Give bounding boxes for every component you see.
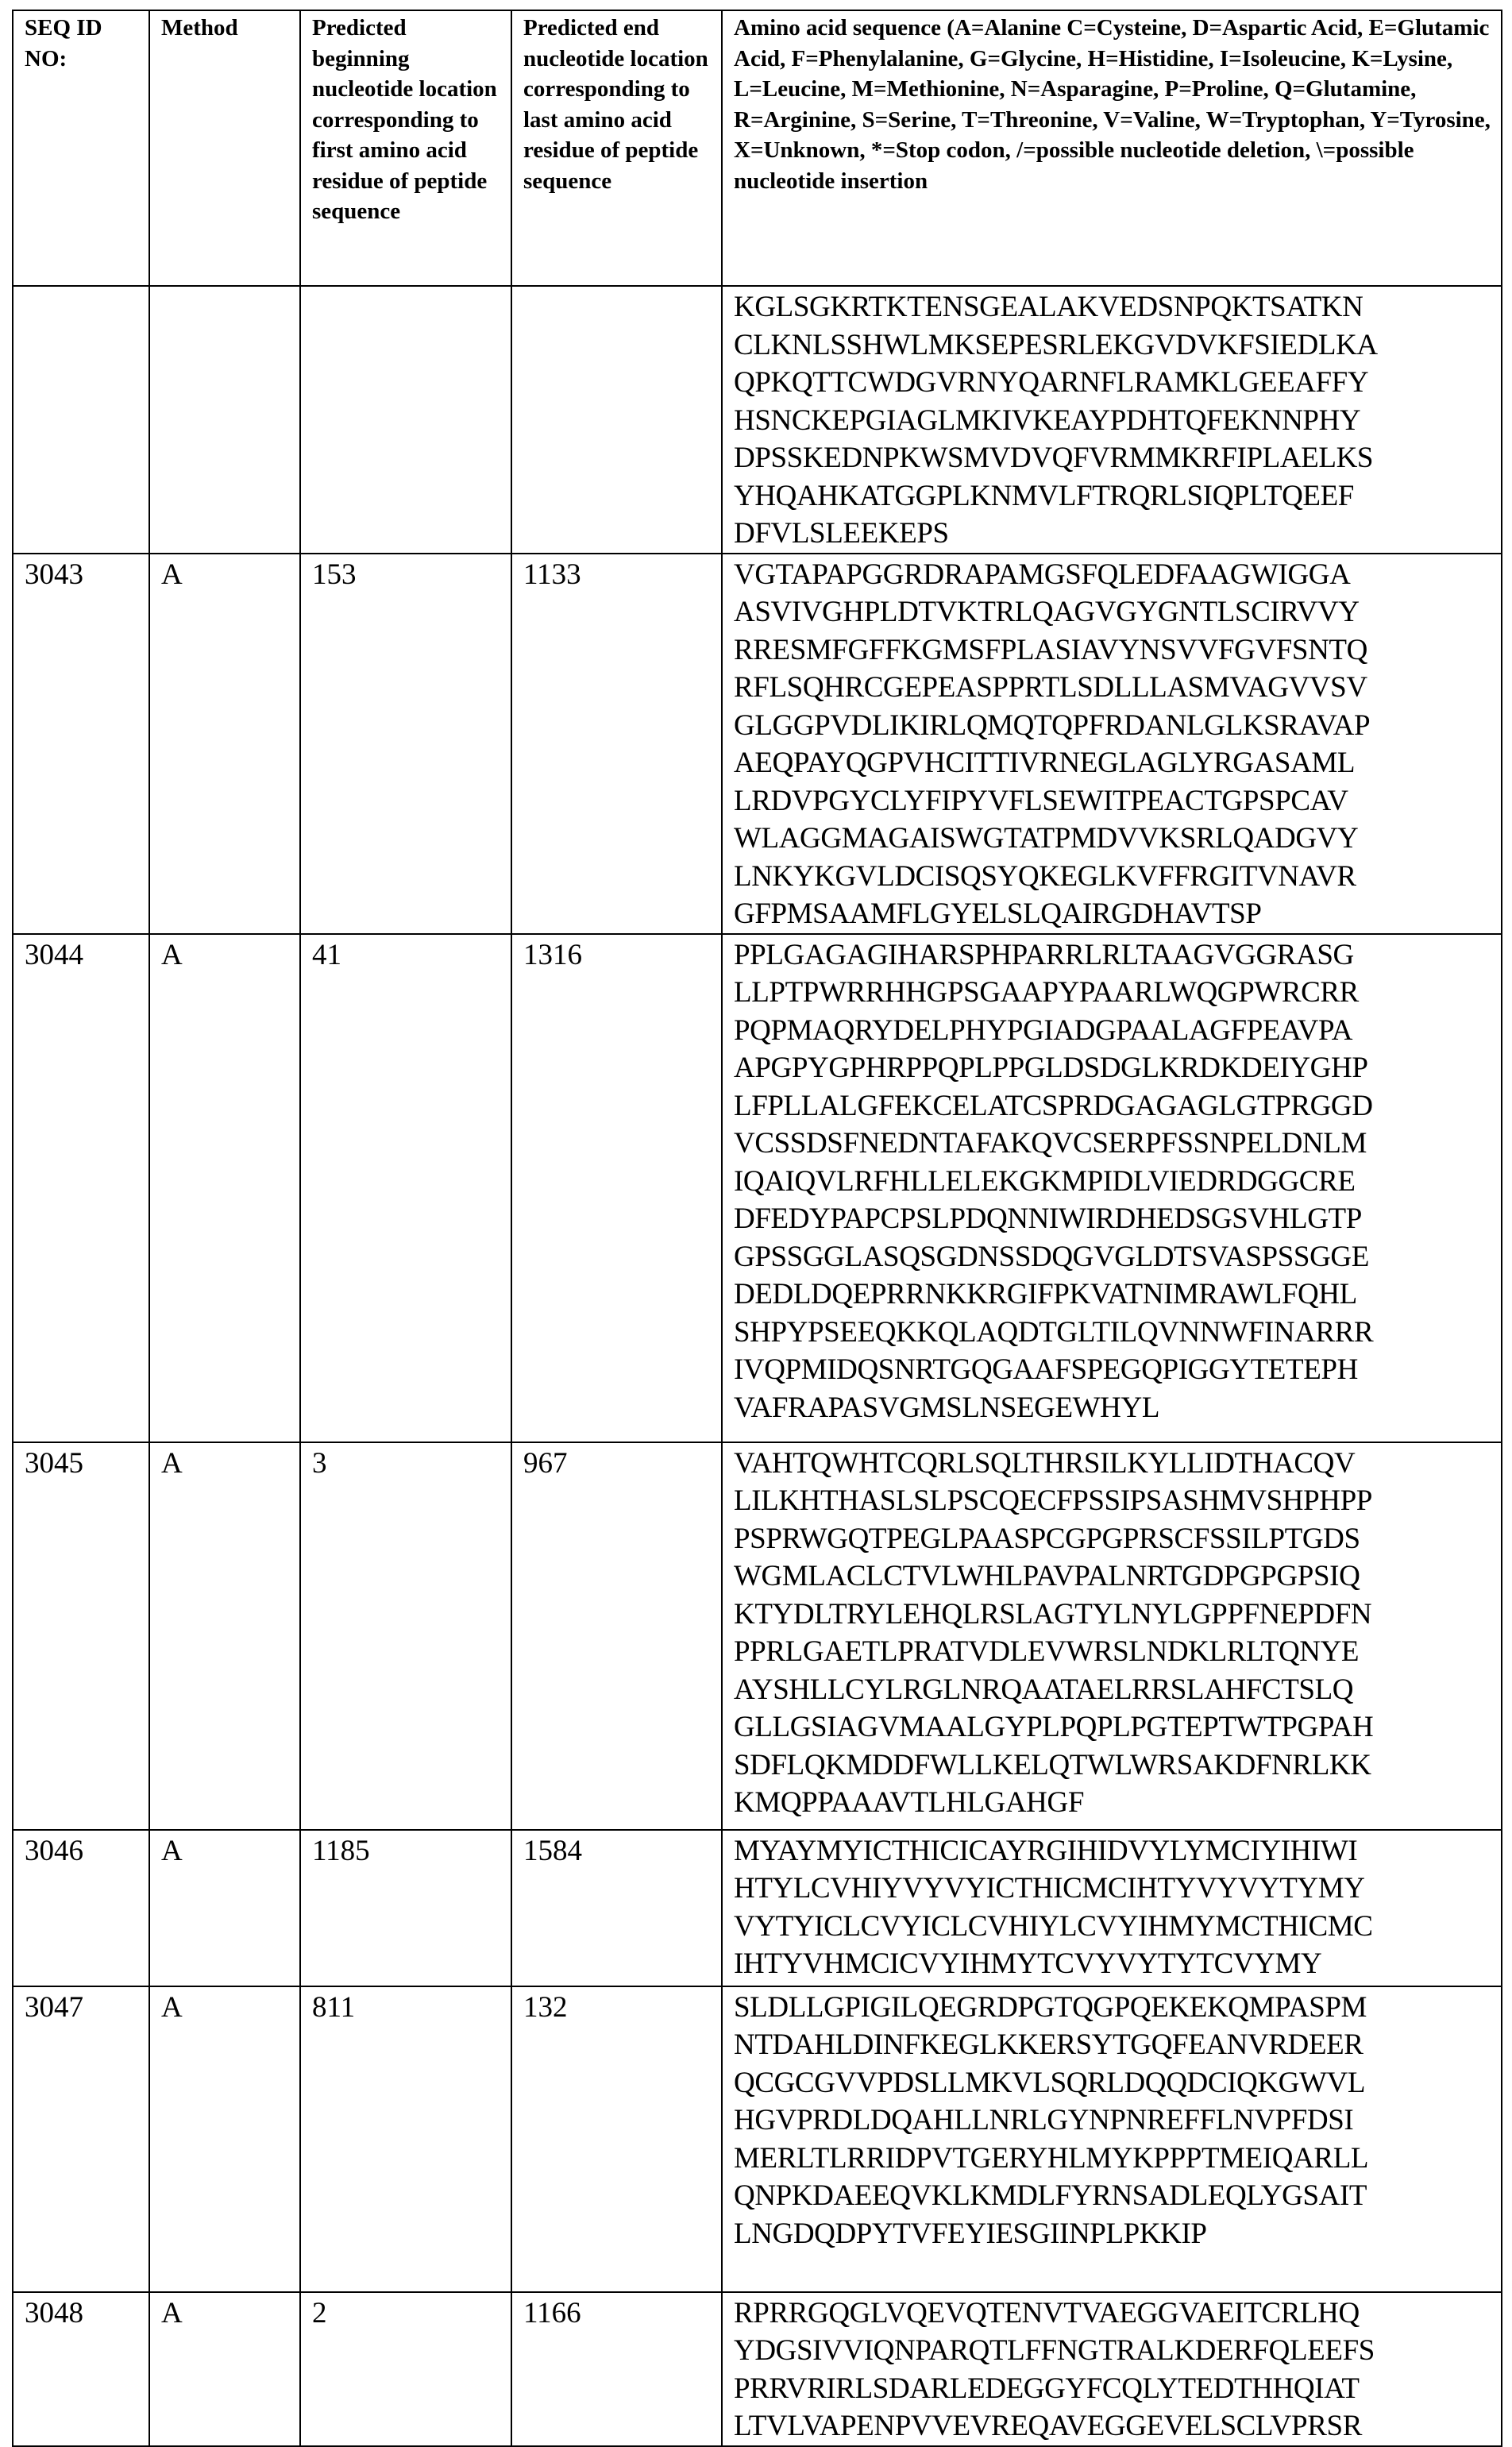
cell-method: A [149, 934, 300, 1442]
sequence-line: VAFRAPASVGMSLNSEGEWHYL [734, 1389, 1493, 1427]
cell-end: 1133 [511, 554, 722, 934]
sequence-line: WLAGGMAGAISWGTATPMDVVKSRLQADGVY [734, 820, 1493, 858]
cell-seq-id [13, 286, 149, 554]
sequence-line: SLDLLGPIGILQEGRDPGTQGPQEKEKQMPASPM [734, 1989, 1493, 2027]
cell-end: 1166 [511, 2292, 722, 2446]
sequence-line: AEQPAYQGPVHCITTIVRNEGLAGLYRGASAML [734, 744, 1493, 782]
cell-seq-id: 3047 [13, 1986, 149, 2292]
sequence-line: GLGGPVDLIKIRLQMQTQPFRDANLGLKSRAVAP [734, 707, 1493, 745]
sequence-line: HSNCKEPGIAGLMKIVKEAYPDHTQFEKNNPHY [734, 402, 1493, 440]
table-row [13, 1442, 1502, 1830]
table-row [13, 554, 1502, 934]
sequence-table [12, 10, 1502, 2447]
table-row [13, 1986, 1502, 2292]
cell-end: 1584 [511, 1830, 722, 1986]
sequence-line: PSPRWGQTPEGLPAASPCGPGPRSCFSSILPTGDS [734, 1520, 1493, 1558]
sequence-line: APGPYGPHRPPQPLPPGLDSDGLKRDKDEIYGHP [734, 1049, 1493, 1087]
header-method: Method [149, 10, 300, 286]
sequence-line: RRESMFGFFKGMSFPLASIAVYNSVVFGVFSNTQ [734, 631, 1493, 670]
cell-sequence [722, 1830, 1502, 1986]
sequence-line: IVQPMIDQSNRTGQGAAFSPEGQPIGGYTETEPH [734, 1351, 1493, 1389]
table-row [13, 934, 1502, 1442]
sequence-line: SDFLQKMDDFWLLKELQTWLWRSAKDFNRLKK [734, 1746, 1493, 1785]
cell-method: A [149, 554, 300, 934]
cell-begin: 2 [300, 2292, 511, 2446]
sequence-line: KGLSGKRTKTENSGEALAKVEDSNPQKTSATKN [734, 288, 1493, 326]
sequence-line: DPSSKEDNPKWSMVDVQFVRMMKRFIPLAELKS [734, 439, 1493, 477]
sequence-line: ASVIVGHPLDTVKTRLQAGVGYGNTLSCIRVVY [734, 593, 1493, 631]
sequence-line: SHPYPSEEQKKQLAQDTGLTILQVNNWFINARRR [734, 1314, 1493, 1352]
sequence-line: PPRLGAETLPRATVDLEVWRSLNDKLRLTQNYE [734, 1633, 1493, 1671]
cell-begin: 811 [300, 1986, 511, 2292]
sequence-line: VAHTQWHTCQRLSQLTHRSILKYLLIDTHACQV [734, 1445, 1493, 1483]
cell-end: 1316 [511, 934, 722, 1442]
sequence-line: LNGDQDPYTVFEYIESGIINPLPKKIP [734, 2215, 1493, 2253]
cell-begin: 153 [300, 554, 511, 934]
header-row [13, 10, 1502, 286]
sequence-line: RFLSQHRCGEPEASPPRTLSDLLLASMVAGVVSV [734, 669, 1493, 707]
sequence-line: HGVPRDLDQAHLLNRLGYNPNREFFLNVPFDSI [734, 2102, 1493, 2140]
sequence-line: YHQAHKATGGPLKNMVLFTRQRLSIQPLTQEEF [734, 477, 1493, 515]
cell-begin: 3 [300, 1442, 511, 1830]
sequence-line: YDGSIVVIQNPARQTLFFNGTRALKDERFQLEEFS [734, 2332, 1493, 2370]
sequence-line: DFEDYPAPCPSLPDQNNIWIRDHEDSGSVHLGTP [734, 1200, 1493, 1238]
cell-seq-id: 3044 [13, 934, 149, 1442]
sequence-line: IQAIQVLRFHLLELEKGKMPIDLVIEDRDGGCRE [734, 1163, 1493, 1201]
cell-method: A [149, 1830, 300, 1986]
sequence-line: PPLGAGAGIHARSPHPARRLRLTAAGVGGRASG [734, 936, 1493, 975]
cell-method: A [149, 2292, 300, 2446]
sequence-line: QPKQTTCWDGVRNYQARNFLRAMKLGEEAFFY [734, 364, 1493, 402]
sequence-line: HTYLCVHIYVYVYICTHICMCIHTYVYVYTYMY [734, 1870, 1493, 1908]
sequence-line: VGTAPAPGGRDRAPAMGSFQLEDFAAGWIGGA [734, 556, 1493, 594]
sequence-line: RPRRGQGLVQEVQTENVTVAEGGVAEITCRLHQ [734, 2295, 1493, 2333]
sequence-line: VCSSDSFNEDNTAFAKQVCSERPFSSNPELDNLM [734, 1125, 1493, 1163]
cell-sequence [722, 934, 1502, 1442]
cell-method: A [149, 1986, 300, 2292]
sequence-line: AYSHLLCYLRGLNRQAATAELRRSLAHFCTSLQ [734, 1671, 1493, 1709]
sequence-line: PQPMAQRYDELPHYPGIADGPAALAGFPEAVPA [734, 1012, 1493, 1050]
sequence-line: LNKYKGVLDCISQSYQKEGLKVFFRGITVNAVR [734, 858, 1493, 896]
cell-method [149, 286, 300, 554]
sequence-line: GPSSGGLASQSGDNSSDQGVGLDTSVASPSSGGE [734, 1238, 1493, 1276]
cell-seq-id: 3048 [13, 2292, 149, 2446]
sequence-line: LFPLLALGFEKCELATCSPRDGAGAGLGTPRGGD [734, 1087, 1493, 1125]
header-end: Predicted end nucleotide location corresponding to last amino acid residue of peptide sequence [511, 10, 722, 286]
sequence-line: DFVLSLEEKEPS [734, 515, 1493, 553]
cell-begin: 1185 [300, 1830, 511, 1986]
cell-sequence [722, 1442, 1502, 1830]
cell-method: A [149, 1442, 300, 1830]
sequence-line: KMQPPAAAVTLHLGAHGF [734, 1784, 1493, 1822]
sequence-line: MYAYMYICTHICICAYRGIHIDVYLYMCIYIHIWI [734, 1832, 1493, 1870]
sequence-line: QCGCGVVPDSLLMKVLSQRLDQQDCIQKGWVL [734, 2064, 1493, 2102]
cell-seq-id: 3045 [13, 1442, 149, 1830]
sequence-line: LTVLVAPENPVVEVREQAVEGGEVELSCLVPRSR [734, 2407, 1493, 2445]
sequence-line: MERLTLRRIDPVTGERYHLMYKPPPTMEIQARLL [734, 2140, 1493, 2178]
table-row [13, 2292, 1502, 2446]
cell-begin [300, 286, 511, 554]
sequence-line: VYTYICLCVYICLCVHIYLCVYIHMYMCTHICMC [734, 1908, 1493, 1946]
sequence-line: KTYDLTRYLEHQLRSLAGTYLNYLGPPFNEPDFN [734, 1596, 1493, 1634]
cell-begin: 41 [300, 934, 511, 1442]
sequence-line: LLPTPWRRHHGPSGAAPYPAARLWQGPWRCRR [734, 974, 1493, 1012]
cell-seq-id: 3046 [13, 1830, 149, 1986]
header-sequence: Amino acid sequence (A=Alanine C=Cysteine, D=Aspartic Acid, E=Glutamic Acid, F=Phenylalanine, G=Glycine, H=Histidine, I=Isoleucine, K=Lysine, L=Leucine, M=Methionine, N=Asparagine, P=Proline, Q=Glutamine, R=Arginine, S=Serine, T=Threonine, V=Valine, W=Tryptophan, Y=Tyrosine, X=Unknown, *=Stop codon, /=possible nucleotide deletion, \=possible nucleotide insertion [722, 10, 1502, 286]
cell-end: 132 [511, 1986, 722, 2292]
cell-sequence [722, 2292, 1502, 2446]
table-row [13, 1830, 1502, 1986]
sequence-line: QNPKDAEEQVKLKMDLFYRNSADLEQLYGSAIT [734, 2177, 1493, 2215]
header-seq-id: SEQ ID NO: [13, 10, 149, 286]
sequence-line: GLLGSIAGVMAALGYPLPQPLPGTEPTWTPGPAH [734, 1708, 1493, 1746]
table-body [13, 286, 1502, 2446]
sequence-line: LRDVPGYCLYFIPYVFLSEWITPEACTGPSPCAV [734, 782, 1493, 820]
table-row [13, 286, 1502, 554]
header-begin: Predicted beginning nucleotide location corresponding to first amino acid residue of peptide sequence [300, 10, 511, 286]
cell-end [511, 286, 722, 554]
sequence-line: PRRVRIRLSDARLEDEGGYFCQLYTEDTHHQIAT [734, 2370, 1493, 2408]
sequence-line: WGMLACLCTVLWHLPAVPALNRTGDPGPGPSIQ [734, 1557, 1493, 1596]
sequence-line: DEDLDQEPRRNKKRGIFPKVATNIMRAWLFQHL [734, 1276, 1493, 1314]
sequence-line: LILKHTHASLSLPSCQECFPSSIPSASHMVSHPHPP [734, 1482, 1493, 1520]
cell-sequence [722, 1986, 1502, 2292]
sequence-line: GFPMSAAMFLGYELSLQAIRGDHAVTSP [734, 895, 1493, 933]
cell-end: 967 [511, 1442, 722, 1830]
sequence-line: NTDAHLDINFKEGLKKERSYTGQFEANVRDEER [734, 2026, 1493, 2064]
cell-seq-id: 3043 [13, 554, 149, 934]
cell-sequence [722, 554, 1502, 934]
sequence-line: CLKNLSSHWLMKSEPESRLEKGVDVKFSIEDLKA [734, 326, 1493, 365]
cell-sequence [722, 286, 1502, 554]
sequence-line: IHTYVHMCICVYIHMYTCVYVYTYTCVYMY [734, 1945, 1493, 1983]
